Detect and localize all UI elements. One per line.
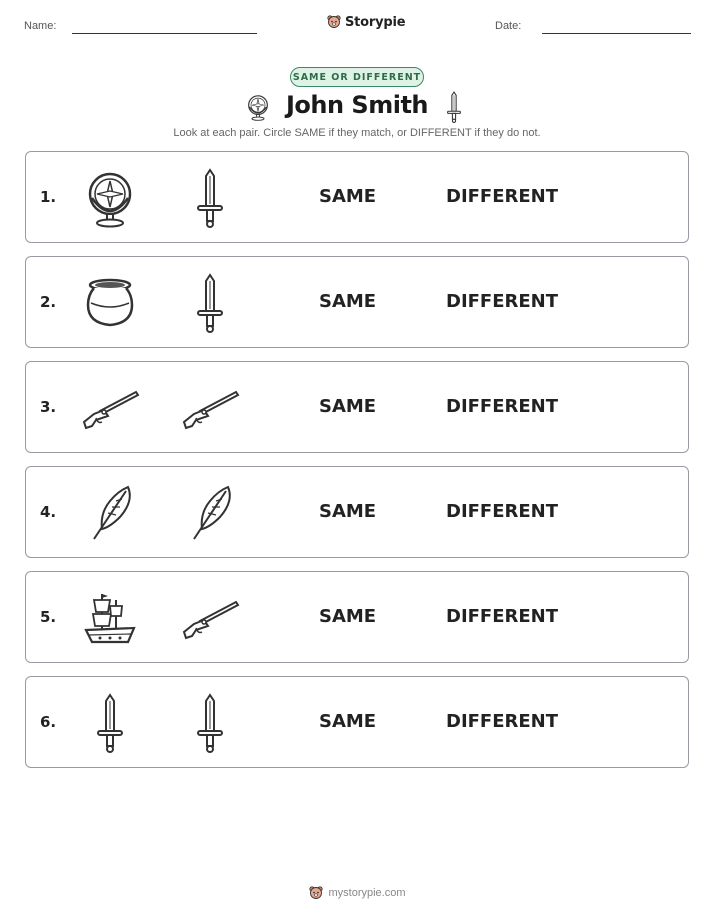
- name-line[interactable]: [72, 33, 257, 34]
- different-option[interactable]: DIFFERENT: [446, 606, 559, 627]
- date-line[interactable]: [542, 33, 691, 34]
- logo-text: Storypie: [345, 14, 406, 30]
- storypie-logo: [326, 14, 405, 30]
- question-row: [25, 466, 689, 558]
- musket-icon: [180, 378, 240, 438]
- same-option[interactable]: SAME: [319, 606, 377, 627]
- question-row: [25, 256, 689, 348]
- different-option[interactable]: DIFFERENT: [446, 501, 559, 522]
- sword-icon: [80, 693, 140, 753]
- question-number: 1.: [40, 188, 57, 206]
- different-option[interactable]: DIFFERENT: [446, 396, 559, 417]
- compass-globe-icon: [80, 168, 140, 228]
- instructions-text: Look at each pair. Circle SAME if they match, or DIFFERENT if they do not.: [173, 127, 541, 139]
- question-row: [25, 151, 689, 243]
- date-label: Date:: [495, 20, 522, 32]
- question-row: [25, 361, 689, 453]
- different-option[interactable]: DIFFERENT: [446, 291, 559, 312]
- same-option[interactable]: SAME: [319, 501, 377, 522]
- question-number: 2.: [40, 293, 57, 311]
- sword-icon: [180, 168, 240, 228]
- sword-icon: [180, 273, 240, 333]
- name-label: Name:: [24, 20, 57, 32]
- question-row: [25, 571, 689, 663]
- feather-quill-icon: [180, 483, 240, 543]
- question-number: 3.: [40, 398, 57, 416]
- question-row: [25, 676, 689, 768]
- question-number: 6.: [40, 713, 57, 731]
- different-option[interactable]: DIFFERENT: [446, 186, 559, 207]
- musket-icon: [180, 588, 240, 648]
- question-number: 5.: [40, 608, 57, 626]
- pirate-ship-icon: [80, 588, 140, 648]
- worksheet-type-badge: SAME OR DIFFERENT: [290, 67, 424, 87]
- sword-icon: [180, 693, 240, 753]
- sword-icon: [446, 91, 462, 123]
- different-option[interactable]: DIFFERENT: [446, 711, 559, 732]
- same-option[interactable]: SAME: [319, 396, 377, 417]
- same-option[interactable]: SAME: [319, 711, 377, 732]
- footer: [0, 885, 714, 901]
- feather-quill-icon: [80, 483, 140, 543]
- musket-icon: [80, 378, 140, 438]
- footer-url[interactable]: mystorypie.com: [328, 887, 406, 899]
- pot-icon: [80, 273, 140, 333]
- bear-mascot-icon: [308, 885, 324, 901]
- same-option[interactable]: SAME: [319, 186, 377, 207]
- bear-mascot-icon: [326, 14, 342, 30]
- page-title: John Smith: [285, 91, 429, 119]
- same-option[interactable]: SAME: [319, 291, 377, 312]
- question-number: 4.: [40, 503, 57, 521]
